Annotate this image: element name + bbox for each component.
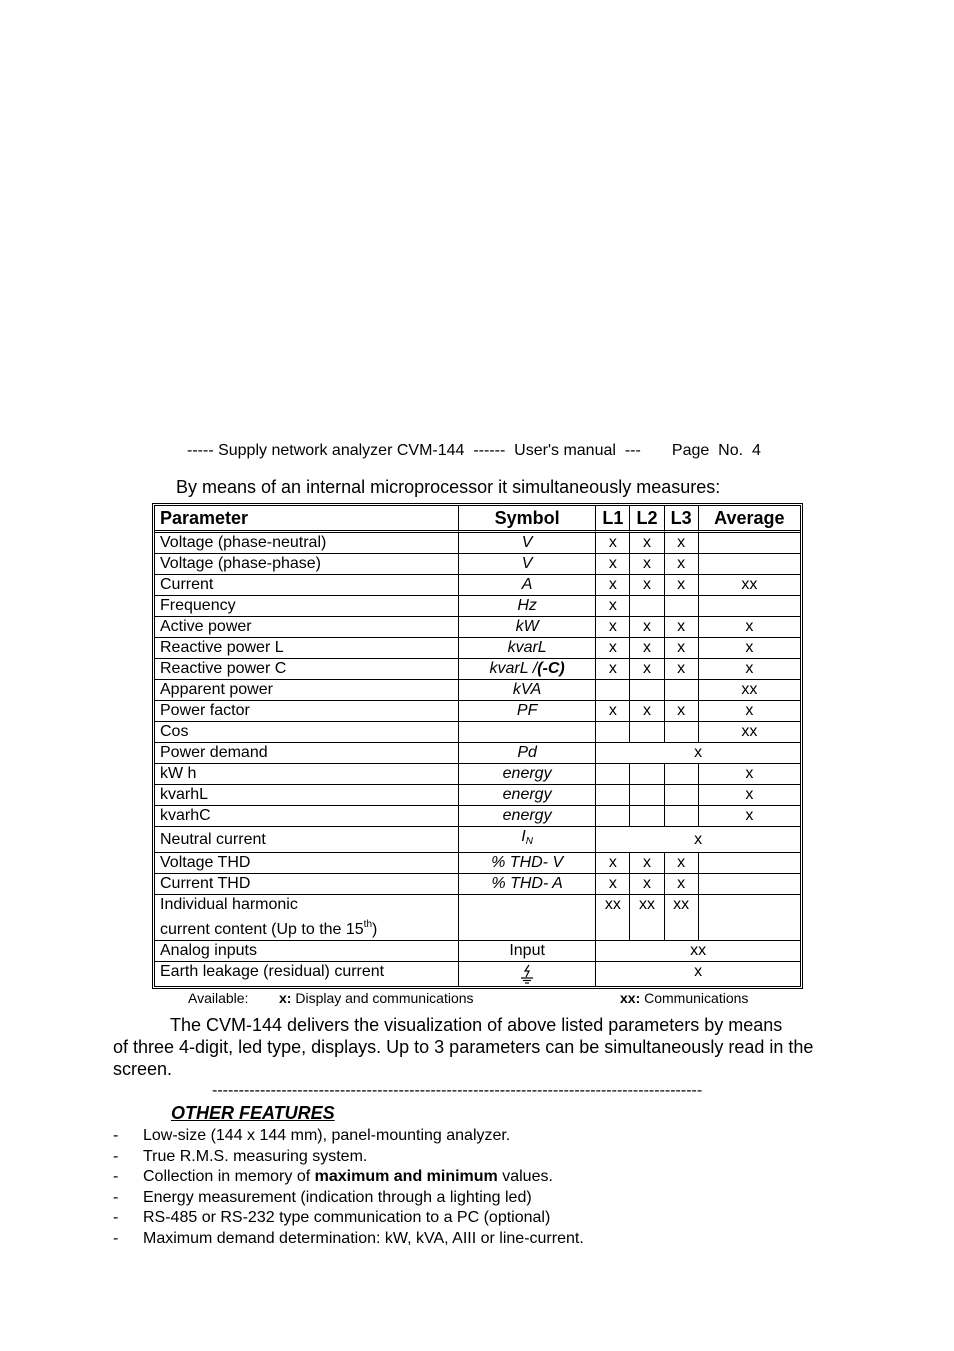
l2-cell: x [630,853,664,874]
l2-cell: x [630,533,664,554]
symbol-bold-part: (-C) [537,660,565,677]
legend-x-key: x: [279,990,292,1006]
table-header-row [155,506,800,533]
l2-cell: x [630,575,664,596]
l1-cell: x [596,596,630,617]
l1-cell: x [596,638,630,659]
bullet-dash: - [113,1188,119,1206]
avg-cell: xx [699,722,800,743]
symbol-cell [459,659,596,680]
param-cell: kvarhC [155,806,459,827]
symbol-subscript: N [525,836,533,847]
avg-cell: x [699,701,800,722]
header-l1: L1 [596,506,630,533]
bullet-dash: - [113,1229,119,1247]
avg-cell: xx [699,575,800,596]
section-title: OTHER FEATURES [171,1103,335,1123]
symbol-cell: energy [459,764,596,785]
list-item-text: Collection in memory of [143,1168,315,1186]
page-header: ----- Supply network analyzer CVM-144 ------ User's manual --- Page No. 4 [187,442,761,459]
avg-cell: x [699,764,800,785]
avg-cell: xx [699,680,800,701]
paragraph-line: The CVM-144 delivers the visualization of above listed parameters by means [170,1015,783,1035]
avg-cell: x [699,638,800,659]
merged-cell: xx [596,941,800,962]
param-cell: Voltage (phase-phase) [155,554,459,575]
l1-cell [596,806,630,827]
l3-cell [665,596,699,617]
l3-cell: x [665,853,699,874]
l1-cell: x [596,701,630,722]
table-row [155,617,800,638]
l2-cell: x [630,659,664,680]
param-cell: Reactive power L [155,638,459,659]
param-cell [155,895,459,941]
param-cell: Earth leakage (residual) current [155,962,459,986]
list-item [113,1208,584,1229]
param-cell: kW h [155,764,459,785]
symbol-cell: kVA [459,680,596,701]
list-item [113,1188,584,1209]
l1-cell [596,785,630,806]
legend-available-label: Available: [188,990,249,1006]
symbol-cell: Hz [459,596,596,617]
header-l3: L3 [665,506,699,533]
l2-cell [630,680,664,701]
avg-cell: x [699,617,800,638]
l3-cell: x [665,533,699,554]
symbol-cell: PF [459,701,596,722]
legend-xx-key: xx: [620,990,641,1006]
legend-xx-text: Communications [644,990,749,1006]
l3-cell [665,785,699,806]
list-item-text: Maximum demand determination: kW, kVA, AIII or line-current. [143,1229,584,1247]
list-item [113,1126,584,1147]
l3-cell: x [665,617,699,638]
param-cell: Current [155,575,459,596]
table-row [155,722,800,743]
param-cell: Reactive power C [155,659,459,680]
merged-cell: x [596,827,800,853]
l1-cell: x [596,853,630,874]
symbol-cell: A [459,575,596,596]
param-cell: Apparent power [155,680,459,701]
table-row [155,680,800,701]
symbol-cell: kvarL [459,638,596,659]
param-cell: kvarhL [155,785,459,806]
avg-cell [699,533,800,554]
table-row [155,874,800,895]
l1-cell: x [596,617,630,638]
l3-cell: x [665,701,699,722]
l3-cell: x [665,554,699,575]
l3-cell: x [665,575,699,596]
l3-cell: x [665,874,699,895]
table-row [155,575,800,596]
l2-cell: x [630,701,664,722]
param-cell: Frequency [155,596,459,617]
bullet-dash: - [113,1147,119,1165]
avg-cell [699,596,800,617]
symbol-cell [459,722,596,743]
param-cell: Voltage (phase-neutral) [155,533,459,554]
avg-cell: x [699,806,800,827]
l2-cell: xx [630,895,664,941]
param-line [160,915,453,940]
symbol-cell [459,827,596,853]
l1-cell [596,680,630,701]
list-item-bold: maximum and minimum [314,1168,498,1186]
param-superscript: th [363,919,373,930]
header-parameter: Parameter [155,506,459,533]
symbol-cell: Pd [459,743,596,764]
merged-cell: x [596,743,800,764]
list-item-text: values. [497,1168,553,1186]
l3-cell [665,806,699,827]
l2-cell: x [630,874,664,895]
avg-cell [699,853,800,874]
symbol-part: kvarL / [489,660,538,677]
l1-cell: x [596,533,630,554]
separator-line: -------------------------------------------------------------------------------------------- [212,1082,703,1099]
l3-cell [665,764,699,785]
symbol-cell: % THD- V [459,853,596,874]
symbol-cell: kW [459,617,596,638]
table-row [155,596,800,617]
table-row [155,659,800,680]
symbol-part: I [521,828,526,845]
param-close: ) [372,921,378,938]
l1-cell: x [596,554,630,575]
l3-cell [665,722,699,743]
param-cell: Current THD [155,874,459,895]
avg-cell [699,895,800,941]
param-cell: Analog inputs [155,941,459,962]
l1-cell: x [596,659,630,680]
l3-cell: x [665,659,699,680]
param-cell: Voltage THD [155,853,459,874]
param-line: Individual harmonic [160,896,298,913]
l2-cell: x [630,554,664,575]
l2-cell: x [630,638,664,659]
l1-cell [596,764,630,785]
symbol-cell: energy [459,785,596,806]
bullet-dash: - [113,1209,119,1227]
bullet-dash: - [113,1168,119,1186]
l2-cell [630,764,664,785]
l2-cell [630,806,664,827]
symbol-cell: V [459,533,596,554]
l2-cell [630,785,664,806]
description-paragraph [113,1014,838,1080]
legend-xx [620,990,748,1006]
param-cell: Power demand [155,743,459,764]
table-row [155,962,800,986]
legend-x [279,990,474,1006]
param-cell: Cos [155,722,459,743]
l2-cell [630,722,664,743]
table-row [155,638,800,659]
symbol-cell: % THD- A [459,874,596,895]
l1-cell: x [596,874,630,895]
header-l2: L2 [630,506,664,533]
table-row [155,554,800,575]
symbol-cell [459,895,596,941]
legend-x-text: Display and communications [295,990,474,1006]
l1-cell [596,722,630,743]
list-item [113,1229,584,1250]
table-row [155,785,800,806]
table-row [155,701,800,722]
l2-cell: x [630,617,664,638]
merged-cell: x [694,963,703,980]
features-list [113,1126,584,1250]
param-cell: Power factor [155,701,459,722]
table-row [155,806,800,827]
table-row [155,827,800,853]
table-row [155,743,800,764]
l1-cell: xx [596,895,630,941]
header-average: Average [699,506,800,533]
l3-cell [665,680,699,701]
table-row [155,895,800,941]
symbol-cell: energy [459,806,596,827]
earth-leakage-icon [520,964,534,984]
param-text: current content (Up to the 15 [160,921,364,938]
l3-cell: xx [665,895,699,941]
list-item [113,1147,584,1168]
bullet-dash: - [113,1127,119,1144]
symbol-cell: Input [459,941,596,962]
param-cell: Neutral current [155,827,459,853]
list-item-text: Energy measurement (indication through a lighting led) [143,1188,532,1206]
list-item-text: RS-485 or RS-232 type communication to a PC (optional) [143,1209,551,1227]
symbol-cell: V [459,554,596,575]
l3-cell: x [665,638,699,659]
l1-cell: x [596,575,630,596]
parameters-table [152,503,803,989]
list-item-text: True R.M.S. measuring system. [143,1147,368,1165]
paragraph-text: of three 4-digit, led type, displays. Up to 3 parameters can be simultaneously read in the screen. [113,1037,814,1079]
symbol-cell [459,962,596,986]
avg-cell: x [699,785,800,806]
param-cell: Active power [155,617,459,638]
avg-cell [699,554,800,575]
table-row [155,941,800,962]
avg-cell [699,874,800,895]
list-item-text: Low-size (144 x 144 mm), panel-mounting analyzer. [143,1127,511,1144]
l2-cell [630,596,664,617]
table-row [155,764,800,785]
list-item [113,1167,584,1188]
header-symbol: Symbol [459,506,596,533]
table-row [155,533,800,554]
table-row [155,853,800,874]
intro-text: By means of an internal microprocessor it simultaneously measures: [176,477,721,497]
avg-cell: x [699,659,800,680]
